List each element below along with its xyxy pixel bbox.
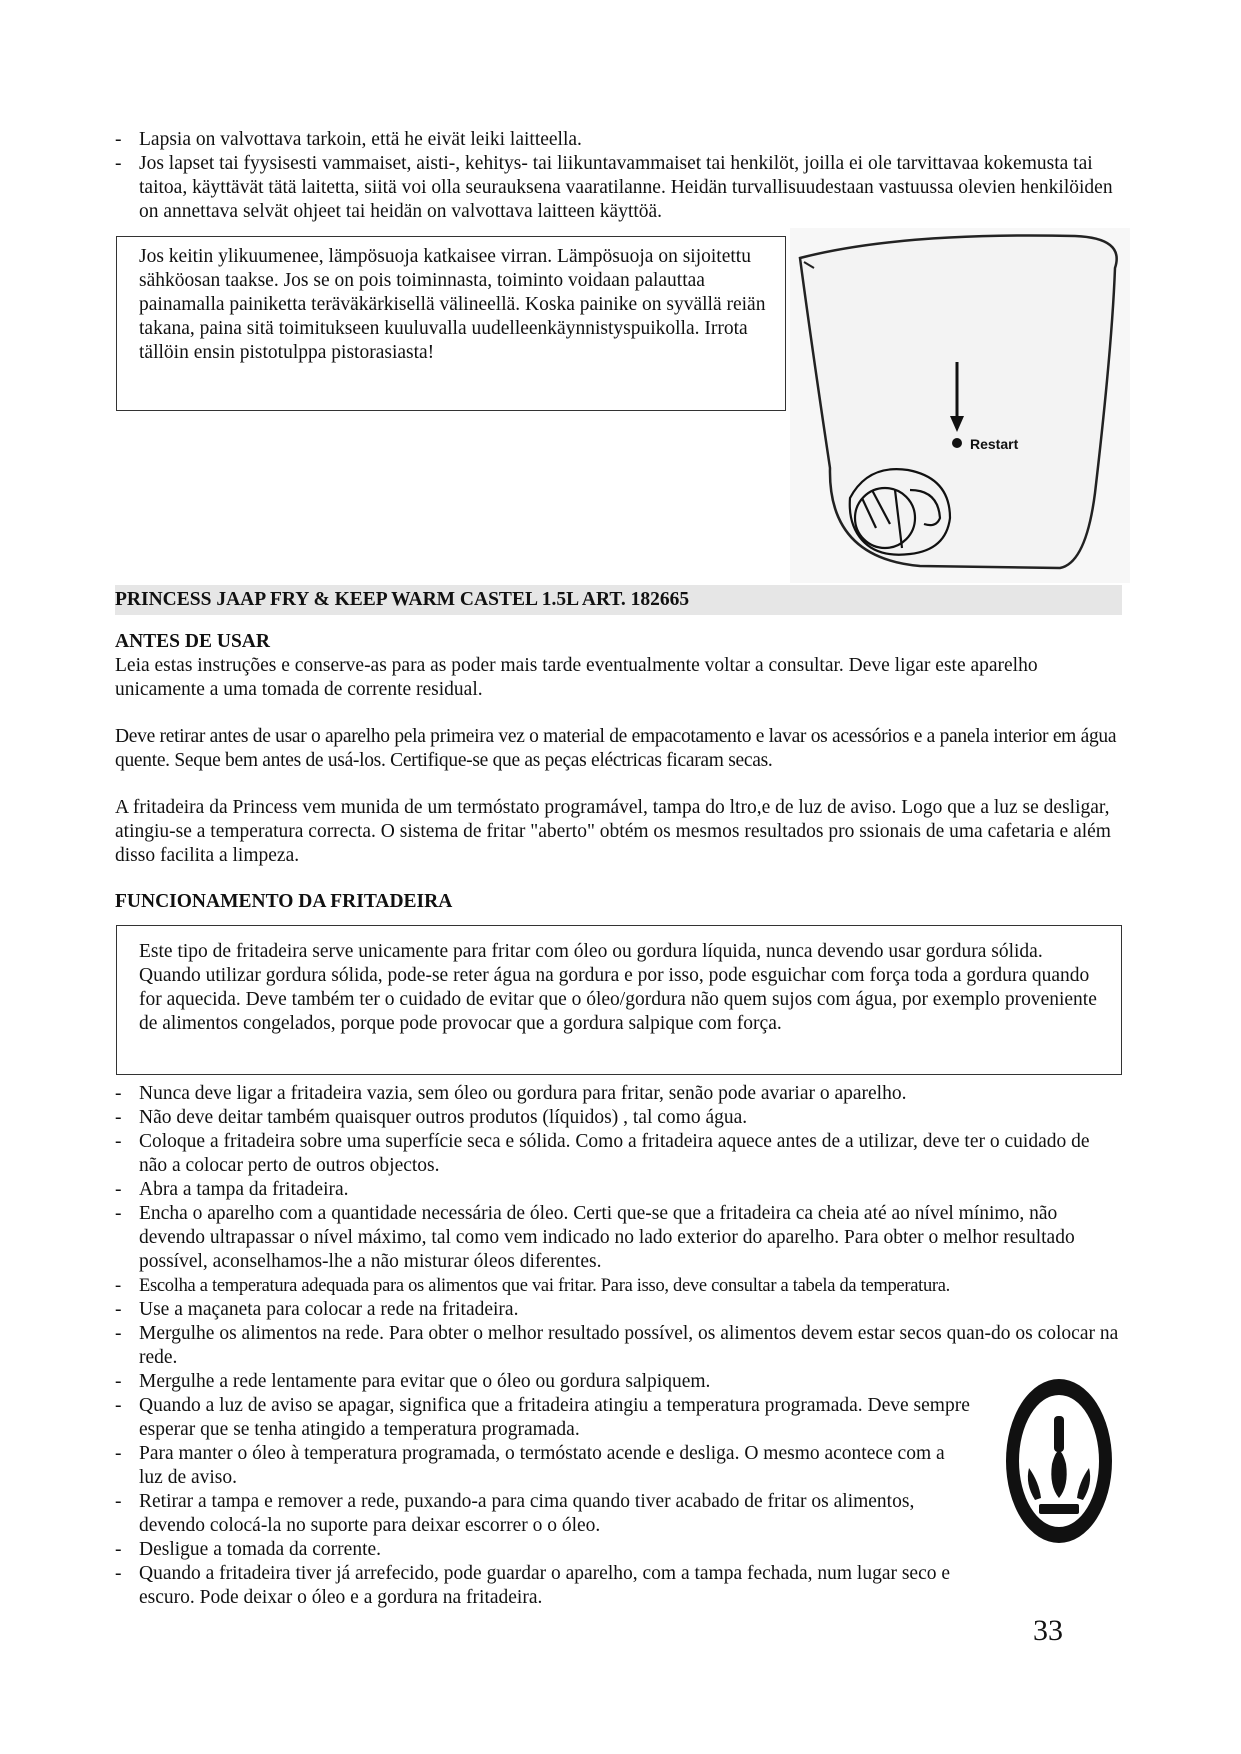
funcionamento-bullets (115, 1082, 1120, 1610)
list-item: - Mergulhe os alimentos na rede. Para obter o melhor resultado possível, os alimentos devem estar secos quan-do os colocar na rede. (115, 1322, 1120, 1370)
intro-bullets (115, 128, 1120, 224)
list-item: - Quando a fritadeira tiver já arrefecido, pode guardar o aparelho, com a tampa fechada, num lugar seco e escuro. Pode deixar o óleo e a gordura na fritadeira. (115, 1562, 959, 1610)
antes-heading: ANTES DE USAR (115, 631, 270, 652)
page-number: 33 (1033, 1614, 1063, 1647)
list-item: - Coloque a fritadeira sobre uma superfície seca e sólida. Como a fritadeira aquece antes de a utilizar, deve ter o cuidado de não a colocar perto de outros objectos. (115, 1130, 1120, 1178)
fryer-heat-icon (1003, 1376, 1115, 1546)
list-item: - Encha o aparelho com a quantidade necessária de óleo. Certi que-se que a fritadeira ca cheia até ao nível mínimo, não devendo ultrapassar o nível máximo, tal como vem indicado no lado exterior do aparelho. Para obter o melhor resultado possível, aconselhamos-lhe a não misturar óleos diferentes. (115, 1202, 1120, 1274)
antes-paragraph-2: Deve retirar antes de usar o aparelho pela primeira vez o material de empacotamento e lavar os acessórios e a panela interior em água quente. Seque bem antes de usá-los. Certifique-se que as peças eléctricas ficaram secas. (115, 726, 1117, 771)
finnish-note-text: Jos keitin ylikuumenee, lämpösuoja katkaisee virran. Lämpösuoja on sijoitettu sähköosan taakse. Jos se on pois toiminnasta, toiminto voidaan palauttaa painamalla painiketta teräväkärkisellä välineellä. Koska painike on syvällä reiän takana, paina sitä toimitukseen kuuluvalla uudelleenkäynnistyspuikolla. Irrota tällöin ensin pistotulppa pistorasiasta! (139, 246, 766, 363)
list-item: - Lapsia on valvottava tarkoin, että he eivät leiki laitteella. (115, 128, 1120, 152)
restart-label: Restart (970, 436, 1019, 452)
product-title: PRINCESS JAAP FRY & KEEP WARM CASTEL 1.5L ART. 182665 (115, 589, 690, 610)
list-item: - Use a maçaneta para colocar a rede na fritadeira. (115, 1298, 1120, 1322)
fryer-icon-badge (1003, 1376, 1115, 1546)
list-item: - Jos lapset tai fyysisesti vammaiset, aisti-, kehitys- tai liikuntavammaiset tai henkilöt, joilla ei ole tarvittavaa kokemusta tai taitoa, käyttävät tätä laitetta, siitä voi olla seurauksena vaaratilanne. Heidän turvallisuudestaan vastuussa olevien henkilöiden on annettava selvät ohjeet tai heidän on valvottava laitteen käyttöä. (115, 152, 1120, 224)
list-item: - Abra a tampa da fritadeira. (115, 1178, 1120, 1202)
finnish-note-box (116, 236, 786, 411)
list-item: - Desligue a tomada da corrente. (115, 1538, 1120, 1562)
list-item: - Retirar a tampa e remover a rede, puxando-a para cima quando tiver acabado de fritar os alimentos, devendo colocá-la no suporte para deixar escorrer o o óleo. (115, 1490, 959, 1538)
restart-dot-icon (952, 438, 962, 448)
product-title-bar (115, 585, 1122, 615)
antes-paragraph-1: Leia estas instruções e conserve-as para as poder mais tarde eventualmente voltar a consultar. Deve ligar este aparelho unicamente a uma tomada de corrente residual. (115, 655, 1038, 700)
list-item: - Escolha a temperatura adequada para os alimentos que vai fritar. Para isso, deve consultar a tabela da temperatura. (115, 1274, 1120, 1298)
restart-figure (790, 228, 1130, 583)
list-item: - Não deve deitar também quaisquer outros produtos (líquidos) , tal como água. (115, 1106, 1120, 1130)
antes-paragraph-3: A fritadeira da Princess vem munida de um termóstato programável, tampa do ltro,e de luz de aviso. Logo que a luz se desligar, atingiu-se a temperatura correcta. O sistema de fritar "aberto" obtém os mesmos resultados pro ssionais de uma cafetaria e além disso facilita a limpeza. (115, 797, 1111, 866)
list-item: - Nunca deve ligar a fritadeira vazia, sem óleo ou gordura para fritar, senão pode avariar o aparelho. (115, 1082, 1120, 1106)
list-item: - Quando a luz de aviso se apagar, significa que a fritadeira atingiu a temperatura programada. Deve sempre esperar que se tenha atingido a temperatura programada. (115, 1394, 994, 1442)
funcionamento-heading: FUNCIONAMENTO DA FRITADEIRA (115, 891, 453, 912)
funcionamento-note-box (116, 925, 1122, 1075)
appliance-illustration (790, 228, 1130, 583)
list-item: - Para manter o óleo à temperatura programada, o termóstato acende e desliga. O mesmo acontece com a luz de aviso. (115, 1442, 959, 1490)
funcionamento-note-text: Este tipo de fritadeira serve unicamente para fritar com óleo ou gordura líquida, nunca devendo usar gordura sólida. Quando utilizar gordura sólida, pode-se reter água na gordura e por isso, pode esguichar com força toda a gordura quando for aquecida. Deve também ter o cuidado de evitar que o óleo/gordura não quem sujos com água, por exemplo proveniente de alimentos congelados, porque pode provocar que a gordura salpique com força. (139, 941, 1097, 1034)
list-item: - Mergulhe a rede lentamente para evitar que o óleo ou gordura salpiquem. (115, 1370, 1120, 1394)
